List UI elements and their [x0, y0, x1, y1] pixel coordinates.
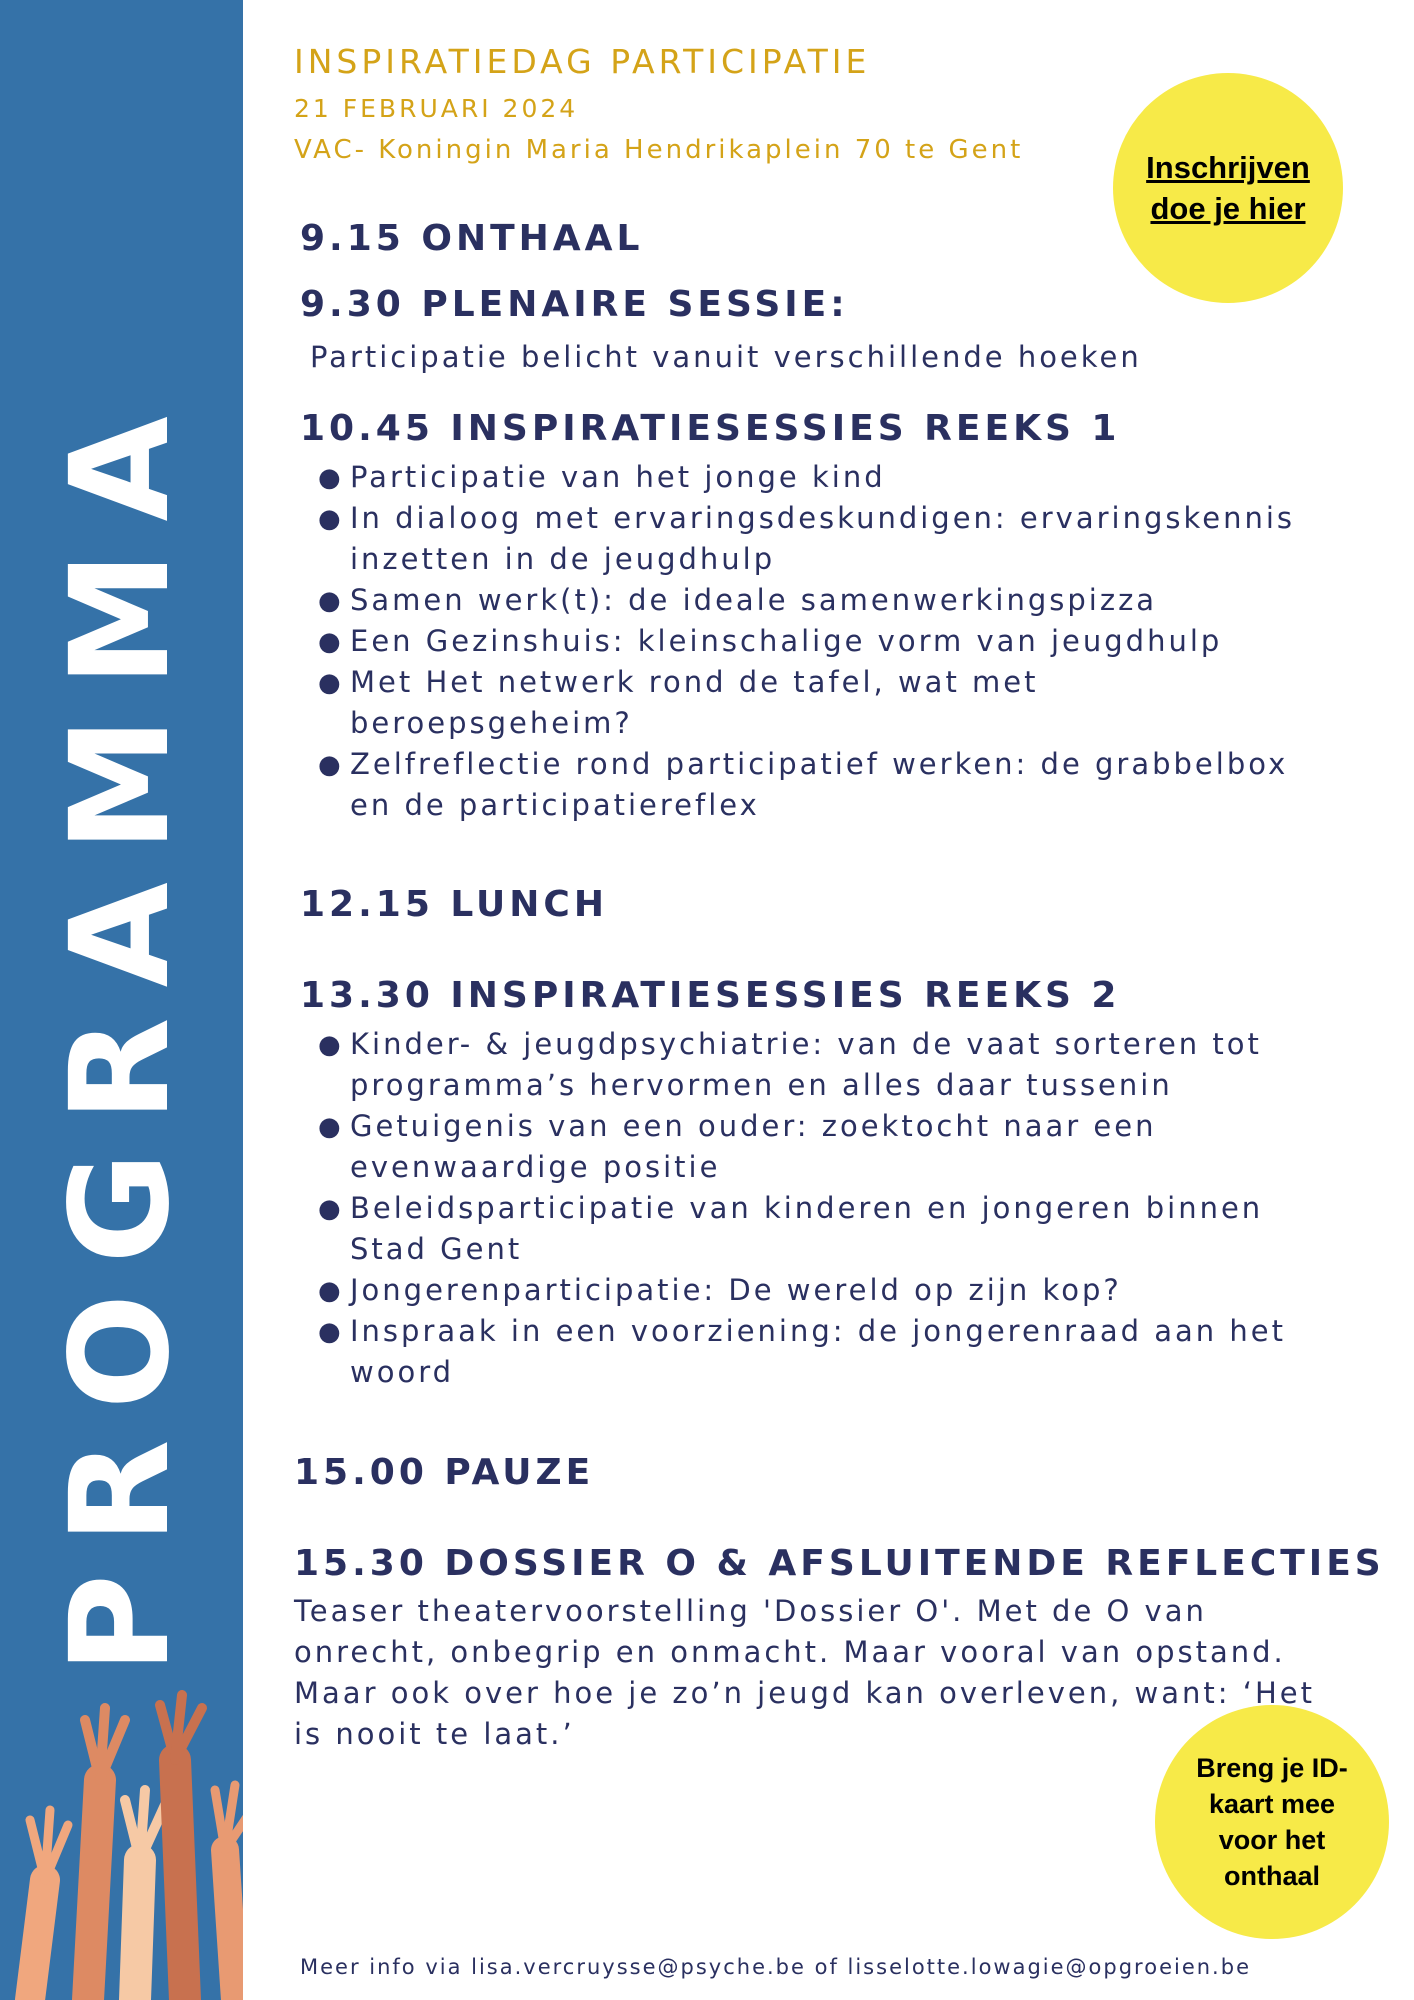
list-item: Met Het netwerk rond de tafel, wat met — [350, 665, 1039, 699]
raised-hands-illustration — [0, 1690, 243, 2000]
sidebar — [0, 0, 243, 2000]
pauze-heading: 15.00 PAUZE — [294, 1452, 595, 1493]
event-location: VAC- Koningin Maria Hendrikaplein 70 te Gent — [294, 135, 1024, 165]
reeks2-heading: 13.30 INSPIRATIESESSIES REEKS 2 — [300, 975, 1121, 1016]
id-badge-line-4: onthaal — [1223, 1861, 1320, 1891]
list-item: evenwaardige positie — [350, 1150, 721, 1184]
list-item: Samen werk(t): de ideale samenwerkingspizza — [350, 583, 1158, 617]
bullet-icon: ● — [318, 750, 341, 780]
list-item: Zelfreflectie rond participatief werken: de grabbelbox — [350, 747, 1289, 781]
bullet-icon: ● — [318, 463, 341, 493]
lunch-heading: 12.15 LUNCH — [300, 884, 608, 925]
signup-link[interactable] — [1113, 73, 1343, 303]
event-date: 21 FEBRUARI 2024 — [294, 94, 579, 123]
signup-line-2: doe je hier — [1150, 191, 1306, 226]
onthaal-heading: 9.15 ONTHAAL — [300, 218, 644, 259]
dossier-text-line: Teaser theatervoorstelling 'Dossier O'. Met de O van — [294, 1594, 1207, 1628]
bullet-icon: ● — [318, 586, 341, 616]
footer-contact: Meer info via lisa.vercruysse@psyche.be of lisselotte.lowagie@opgroeien.be — [300, 1955, 1251, 1979]
list-item: Beleidsparticipatie van kinderen en jongeren binnen — [350, 1191, 1264, 1225]
signup-line-1: Inschrijven — [1146, 150, 1310, 185]
list-item: In dialoog met ervaringsdeskundigen: ervaringskennis — [350, 501, 1296, 535]
list-item: en de participatiereflex — [350, 788, 760, 822]
dossier-heading: 15.30 DOSSIER O & AFSLUITENDE REFLECTIES — [294, 1543, 1385, 1584]
plenair-subtitle: Participatie belicht vanuit verschillende hoeken — [310, 340, 1142, 374]
plenair-heading: 9.30 PLENAIRE SESSIE: — [300, 284, 849, 325]
list-item: Getuigenis van een ouder: zoektocht naar een — [350, 1109, 1157, 1143]
list-item: Jongerenparticipatie: De wereld op zijn kop? — [350, 1273, 1122, 1307]
bullet-icon: ● — [318, 1030, 341, 1060]
vertical-title: PROGRAMMA — [42, 386, 200, 1674]
id-badge-line-1: Breng je ID- — [1196, 1753, 1348, 1783]
id-card-badge — [1155, 1705, 1389, 1939]
list-item: Inspraak in een voorziening: de jongerenraad aan het — [350, 1314, 1286, 1348]
list-item: Stad Gent — [350, 1232, 523, 1266]
bullet-icon: ● — [318, 1276, 341, 1306]
list-item: programma’s hervormen en alles daar tussenin — [350, 1068, 1173, 1102]
event-title: INSPIRATIEDAG PARTICIPATIE — [294, 42, 871, 81]
list-item: Participatie van het jonge kind — [350, 460, 886, 494]
list-item: Kinder- & jeugdpsychiatrie: van de vaat sorteren tot — [350, 1027, 1262, 1061]
dossier-text-line: Maar ook over hoe je zo’n jeugd kan overleven, want: ‘Het — [294, 1676, 1315, 1710]
bullet-icon: ● — [318, 504, 341, 534]
dossier-text-line: is nooit te laat.’ — [294, 1717, 575, 1751]
reeks1-heading: 10.45 INSPIRATIESESSIES REEKS 1 — [300, 408, 1121, 449]
bullet-icon: ● — [318, 1112, 341, 1142]
dossier-text-line: onrecht, onbegrip en onmacht. Maar vooral van opstand. — [294, 1635, 1286, 1669]
list-item: woord — [350, 1355, 455, 1389]
list-item: inzetten in de jeugdhulp — [350, 542, 776, 576]
list-item: Een Gezinshuis: kleinschalige vorm van jeugdhulp — [350, 624, 1223, 658]
bullet-icon: ● — [318, 1194, 341, 1224]
bullet-icon: ● — [318, 627, 341, 657]
id-badge-line-3: voor het — [1218, 1825, 1326, 1855]
bullet-icon: ● — [318, 668, 341, 698]
list-item: beroepsgeheim? — [350, 706, 633, 740]
id-badge-line-2: kaart mee — [1208, 1789, 1336, 1819]
bullet-icon: ● — [318, 1317, 341, 1347]
